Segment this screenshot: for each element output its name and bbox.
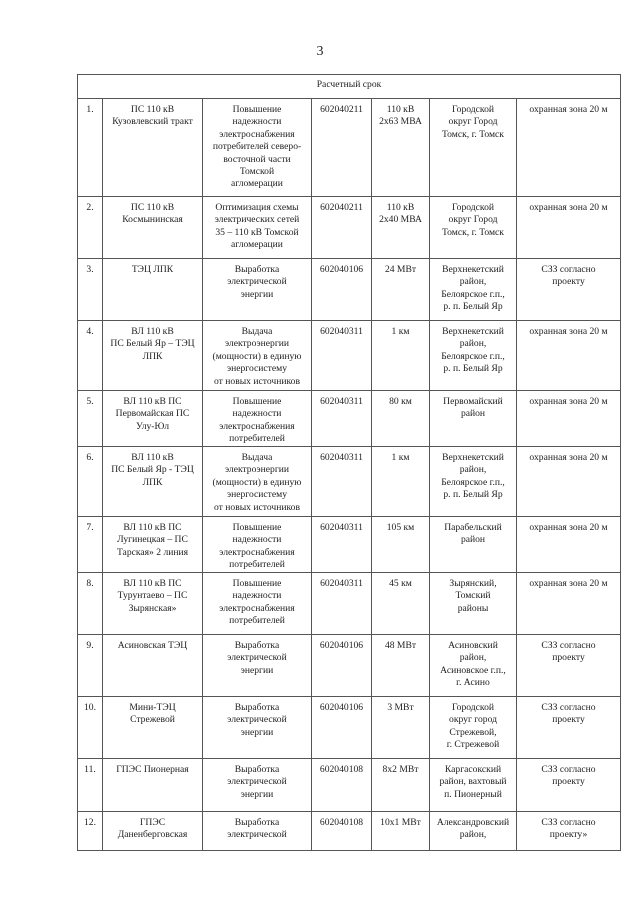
zone-cell: СЗЗ согласно проекту — [517, 759, 621, 812]
code-cell: 602040311 — [312, 391, 372, 447]
location-cell: Парабельский район — [430, 517, 517, 573]
zone-cell: охранная зона 20 м — [517, 321, 621, 391]
facility-name-cell: ВЛ 110 кВ ПС Лугинецкая – ПС Тарская» 2 линия — [103, 517, 203, 573]
code-cell: 602040106 — [312, 635, 372, 697]
table-row — [78, 759, 621, 812]
purpose-cell: Выдача электроэнергии (мощности) в единую энергосистему от новых источников — [203, 447, 312, 517]
purpose-cell: Выработка электрической энергии — [203, 697, 312, 759]
table-row — [78, 321, 621, 391]
capacity-cell: 10х1 МВт — [372, 812, 430, 851]
capacity-cell: 1 км — [372, 447, 430, 517]
location-cell: Верхнекетский район, Белоярское г.п., р. п. Белый Яр — [430, 321, 517, 391]
location-cell: Городской округ город Стрежевой, г. Стрежевой — [430, 697, 517, 759]
row-number-cell: 4. — [78, 321, 103, 391]
capacity-cell: 8х2 МВт — [372, 759, 430, 812]
capacity-cell: 110 кВ 2х63 МВА — [372, 99, 430, 197]
location-cell: Первомайский район — [430, 391, 517, 447]
row-number-cell: 6. — [78, 447, 103, 517]
facility-name-cell: ВЛ 110 кВ ПС Первомайская ПС Улу-Юл — [103, 391, 203, 447]
table-header: Расчетный срок — [78, 75, 621, 99]
purpose-cell: Оптимизация схемы электрических сетей 35 – 110 кВ Томской агломерации — [203, 197, 312, 259]
location-cell: Верхнекетский район, Белоярское г.п., р. п. Белый Яр — [430, 447, 517, 517]
code-cell: 602040108 — [312, 759, 372, 812]
table-row — [78, 197, 621, 259]
row-number-cell: 7. — [78, 517, 103, 573]
row-number-cell: 2. — [78, 197, 103, 259]
row-number-cell: 10. — [78, 697, 103, 759]
table-row — [78, 99, 621, 197]
facility-name-cell: Асиновская ТЭЦ — [103, 635, 203, 697]
row-number-cell: 9. — [78, 635, 103, 697]
row-number-cell: 8. — [78, 573, 103, 635]
location-cell: Верхнекетский район, Белоярское г.п., р. п. Белый Яр — [430, 259, 517, 321]
purpose-cell: Выработка электрической энергии — [203, 635, 312, 697]
table-row — [78, 447, 621, 517]
purpose-cell: Выработка электрической энергии — [203, 259, 312, 321]
capacity-cell: 3 МВт — [372, 697, 430, 759]
code-cell: 602040211 — [312, 99, 372, 197]
capacity-cell: 1 км — [372, 321, 430, 391]
facility-name-cell: ПС 110 кВ Кузовлевский тракт — [103, 99, 203, 197]
capacity-cell: 80 км — [372, 391, 430, 447]
code-cell: 602040106 — [312, 697, 372, 759]
row-number-cell: 5. — [78, 391, 103, 447]
facility-name-cell: ПС 110 кВ Космынинская — [103, 197, 203, 259]
table-row — [78, 573, 621, 635]
zone-cell: охранная зона 20 м — [517, 197, 621, 259]
zone-cell: охранная зона 20 м — [517, 573, 621, 635]
zone-cell: СЗЗ согласно проекту — [517, 697, 621, 759]
table-header-row — [78, 75, 621, 99]
capacity-cell: 24 МВт — [372, 259, 430, 321]
zone-cell: СЗЗ согласно проекту» — [517, 812, 621, 851]
location-cell: Александровский район, — [430, 812, 517, 851]
code-cell: 602040311 — [312, 321, 372, 391]
table-row — [78, 635, 621, 697]
table-row — [78, 697, 621, 759]
table-row — [78, 259, 621, 321]
facility-name-cell: ГПЭС Даненберговская — [103, 812, 203, 851]
zone-cell: охранная зона 20 м — [517, 447, 621, 517]
table-row — [78, 812, 621, 851]
facilities-table — [77, 74, 621, 851]
row-number-cell: 1. — [78, 99, 103, 197]
zone-cell: охранная зона 20 м — [517, 391, 621, 447]
facility-name-cell: ТЭЦ ЛПК — [103, 259, 203, 321]
code-cell: 602040311 — [312, 447, 372, 517]
code-cell: 602040311 — [312, 573, 372, 635]
purpose-cell: Выдача электроэнергии (мощности) в единую энергосистему от новых источников — [203, 321, 312, 391]
purpose-cell: Повышение надежности электроснабжения потребителей — [203, 391, 312, 447]
capacity-cell: 48 МВт — [372, 635, 430, 697]
zone-cell: СЗЗ согласно проекту — [517, 635, 621, 697]
purpose-cell: Повышение надежности электроснабжения потребителей северо- восточной части Томской агломерации — [203, 99, 312, 197]
code-cell: 602040311 — [312, 517, 372, 573]
facility-name-cell: ВЛ 110 кВ ПС Белый Яр – ТЭЦ ЛПК — [103, 321, 203, 391]
row-number-cell: 11. — [78, 759, 103, 812]
row-number-cell: 12. — [78, 812, 103, 851]
location-cell: Зырянский, Томский районы — [430, 573, 517, 635]
purpose-cell: Повышение надежности электроснабжения потребителей — [203, 517, 312, 573]
capacity-cell: 110 кВ 2х40 МВА — [372, 197, 430, 259]
zone-cell: охранная зона 20 м — [517, 99, 621, 197]
capacity-cell: 105 км — [372, 517, 430, 573]
zone-cell: СЗЗ согласно проекту — [517, 259, 621, 321]
facility-name-cell: ВЛ 110 кВ ПС Белый Яр - ТЭЦ ЛПК — [103, 447, 203, 517]
code-cell: 602040106 — [312, 259, 372, 321]
row-number-cell: 3. — [78, 259, 103, 321]
capacity-cell: 45 км — [372, 573, 430, 635]
code-cell: 602040211 — [312, 197, 372, 259]
location-cell: Каргасокский район, вахтовый п. Пионерный — [430, 759, 517, 812]
purpose-cell: Выработка электрической энергии — [203, 759, 312, 812]
facility-name-cell: ГПЭС Пионерная — [103, 759, 203, 812]
zone-cell: охранная зона 20 м — [517, 517, 621, 573]
facility-name-cell: Мини-ТЭЦ Стрежевой — [103, 697, 203, 759]
table-row — [78, 517, 621, 573]
location-cell: Асиновский район, Асиновское г.п., г. Асино — [430, 635, 517, 697]
purpose-cell: Выработка электрической — [203, 812, 312, 851]
facility-name-cell: ВЛ 110 кВ ПС Турунтаево – ПС Зырянская» — [103, 573, 203, 635]
location-cell: Городской округ Город Томск, г. Томск — [430, 197, 517, 259]
purpose-cell: Повышение надежности электроснабжения потребителей — [203, 573, 312, 635]
location-cell: Городской округ Город Томск, г. Томск — [430, 99, 517, 197]
table-row — [78, 391, 621, 447]
page-number: 3 — [316, 44, 324, 59]
code-cell: 602040108 — [312, 812, 372, 851]
